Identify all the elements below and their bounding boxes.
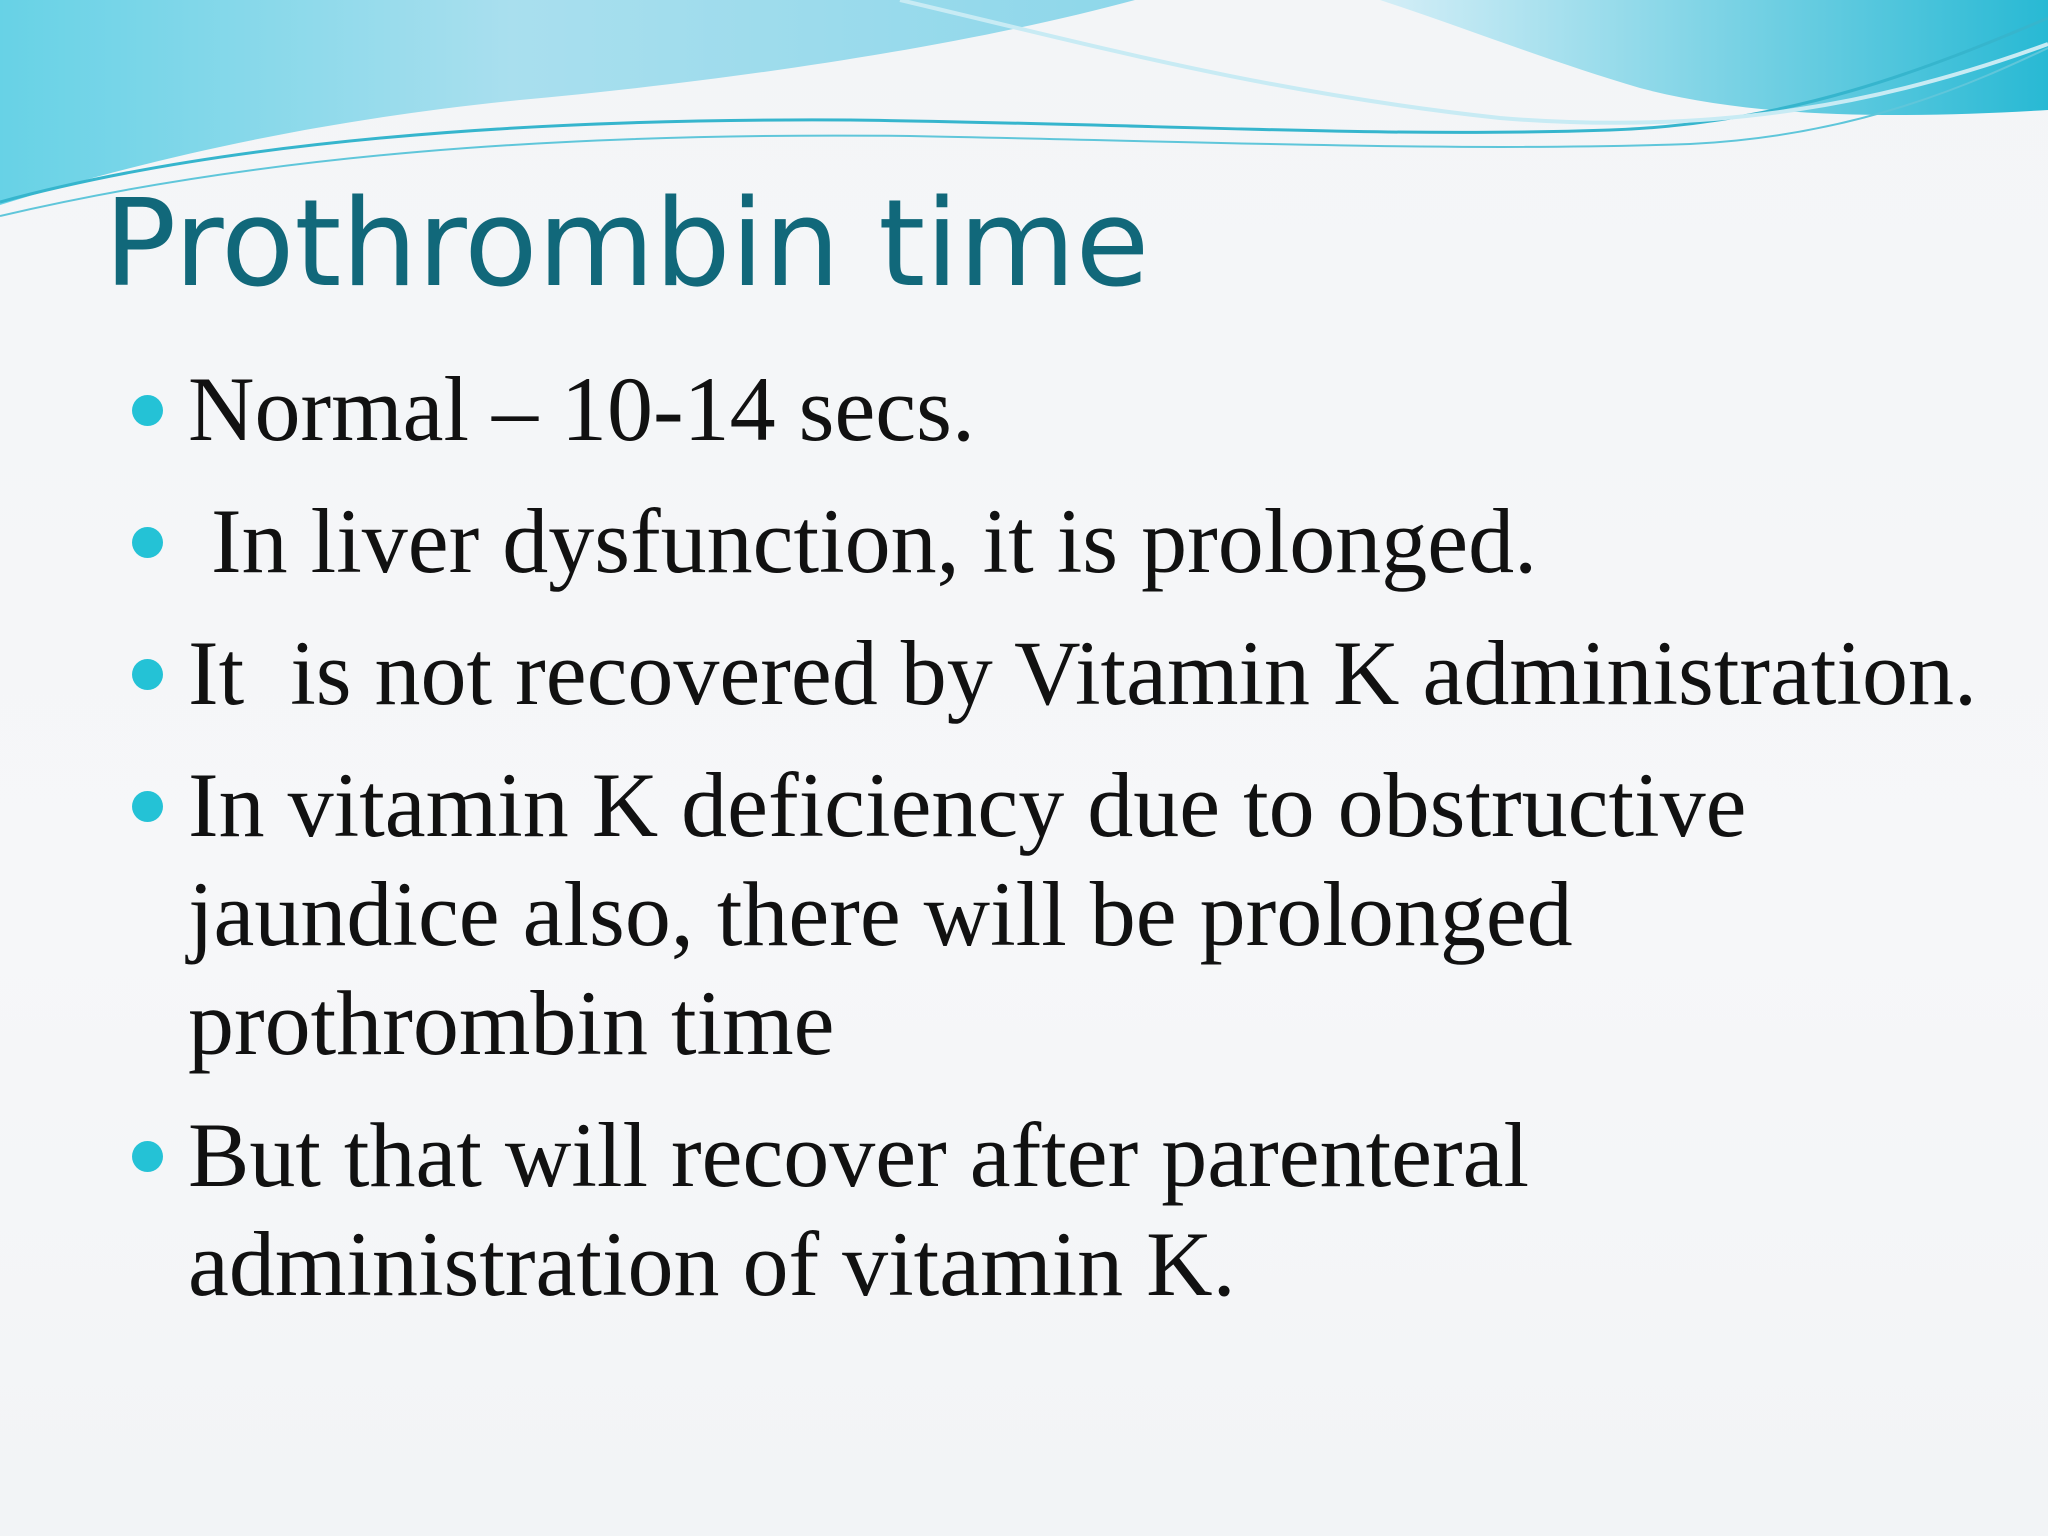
bullet-item-normal-range — [132, 355, 2012, 464]
bullet-icon — [132, 1141, 163, 1172]
bullet-item-parenteral-recovery — [132, 1101, 2012, 1319]
bullet-item-liver-dysfunction — [132, 487, 2012, 596]
bullet-item-vitamin-k-not-recovered — [132, 619, 2012, 728]
bullet-text: But that will recover after parenteral administration of vitamin K. — [188, 1104, 1553, 1315]
bullet-item-vitamin-k-deficiency — [132, 751, 2012, 1078]
bullet-icon — [132, 791, 163, 822]
bullet-icon — [132, 527, 163, 558]
bullet-text: In liver dysfunction, it is prolonged. — [188, 490, 1538, 592]
bullet-list — [132, 355, 2012, 1342]
bullet-text: In vitamin K deficiency due to obstructive jaundice also, there will be prolonged prothrombin time — [188, 754, 1770, 1074]
bullet-icon — [132, 659, 163, 690]
slide-title: Prothrombin time — [104, 175, 1150, 314]
bullet-text: Normal – 10-14 secs. — [188, 358, 975, 460]
bullet-text: It is not recovered by Vitamin K administration. — [188, 622, 1977, 724]
bullet-icon — [132, 395, 163, 426]
